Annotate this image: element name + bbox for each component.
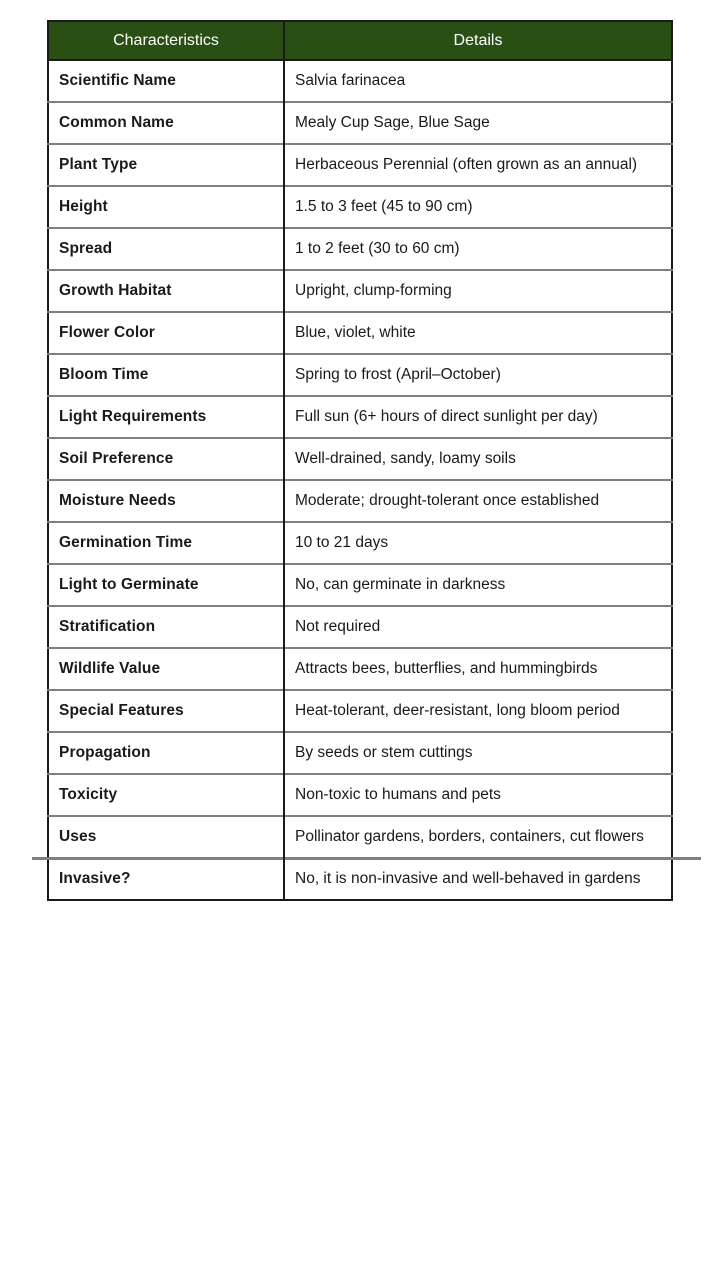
characteristic-cell: Light to Germinate [48,564,284,606]
characteristic-cell: Bloom Time [48,354,284,396]
characteristic-cell: Moisture Needs [48,480,284,522]
plant-characteristics-table [47,20,673,901]
detail-cell: By seeds or stem cuttings [284,732,672,774]
detail-cell: Heat-tolerant, deer-resistant, long bloom period [284,690,672,732]
characteristic-cell: Plant Type [48,144,284,186]
detail-cell: 1 to 2 feet (30 to 60 cm) [284,228,672,270]
header-row [48,21,672,60]
detail-cell: Pollinator gardens, borders, containers, cut flowers [284,816,672,858]
table-row [48,228,672,270]
detail-cell: 10 to 21 days [284,522,672,564]
characteristic-cell: Flower Color [48,312,284,354]
table-row [48,60,672,102]
table-row [48,270,672,312]
characteristic-cell: Common Name [48,102,284,144]
table-row [48,186,672,228]
detail-cell: Salvia farinacea [284,60,672,102]
characteristic-cell: Wildlife Value [48,648,284,690]
characteristic-cell: Height [48,186,284,228]
characteristic-cell: Soil Preference [48,438,284,480]
characteristic-cell: Growth Habitat [48,270,284,312]
table-body [48,60,672,900]
characteristic-cell: Propagation [48,732,284,774]
table-row [48,774,672,816]
detail-cell: Upright, clump-forming [284,270,672,312]
table-row [48,102,672,144]
characteristic-cell: Invasive? [48,858,284,900]
detail-cell: Mealy Cup Sage, Blue Sage [284,102,672,144]
table-row [48,522,672,564]
detail-cell: No, it is non-invasive and well-behaved in gardens [284,858,672,900]
detail-cell: Not required [284,606,672,648]
detail-cell: Attracts bees, butterflies, and hummingbirds [284,648,672,690]
detail-cell: Spring to frost (April–October) [284,354,672,396]
table-row [48,480,672,522]
detail-cell: Well-drained, sandy, loamy soils [284,438,672,480]
table-row [48,564,672,606]
table-row [48,816,672,858]
table-row [48,858,672,900]
table-row [48,648,672,690]
detail-cell: 1.5 to 3 feet (45 to 90 cm) [284,186,672,228]
detail-cell: Non-toxic to humans and pets [284,774,672,816]
characteristic-cell: Light Requirements [48,396,284,438]
detail-cell: Herbaceous Perennial (often grown as an annual) [284,144,672,186]
detail-cell: Full sun (6+ hours of direct sunlight per day) [284,396,672,438]
characteristic-cell: Special Features [48,690,284,732]
table-row [48,438,672,480]
table-row [48,144,672,186]
table-row [48,690,672,732]
table-row [48,312,672,354]
characteristic-cell: Spread [48,228,284,270]
table-row [48,732,672,774]
detail-cell: Blue, violet, white [284,312,672,354]
column-header-details: Details [284,21,672,60]
characteristic-cell: Scientific Name [59,72,176,89]
characteristic-cell: Germination Time [48,522,284,564]
table-header [48,21,672,60]
detail-cell: Moderate; drought-tolerant once established [284,480,672,522]
characteristic-cell: Stratification [48,606,284,648]
characteristic-cell: Uses [48,816,284,858]
table-row [48,354,672,396]
characteristic-cell: Toxicity [48,774,284,816]
column-header-characteristics: Characteristics [48,21,284,60]
table-row [48,396,672,438]
table-row [48,606,672,648]
detail-cell: No, can germinate in darkness [284,564,672,606]
